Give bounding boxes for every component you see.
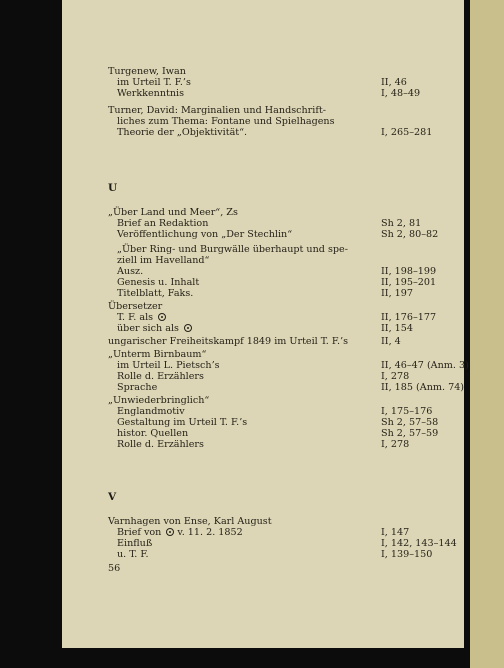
entry-text: T. F. als [117,312,166,324]
entry-text: „Unwiederbringlich“ [108,395,210,406]
entry-text: Brief von v. 11. 2. 1852 [117,527,243,538]
page-reference: I, 265–281 [381,127,433,138]
index-entry [108,229,464,241]
circled-dot-icon [158,313,166,321]
entry-text: Rolle d. Erzählers [117,439,204,450]
entry-text: Rolle d. Erzählers [117,371,204,382]
page-reference: II, 4 [381,336,401,347]
section-letter-u: U [108,182,118,194]
page-reference: I, 175–176 [381,406,433,417]
entry-text: im Urteil T. F.’s [117,77,191,88]
page-reference: I, 278 [381,371,410,382]
entry-text: Englandmotiv [117,406,185,417]
entry-text: ziell im Havelland“ [117,255,210,266]
entry-text: Brief an Redaktion [117,218,209,229]
entry-text: u. T. F. [117,549,149,560]
page-reference: II, 46–47 (Anm. 3) [381,360,469,371]
entry-text: Genesis u. Inhalt [117,277,200,288]
entry-text: Einfluß [117,538,153,549]
entry-text: Übersetzer [108,301,163,312]
entry-text: Werkkenntnis [117,88,185,99]
page-number: 56 [108,563,121,574]
entry-text: Turner, David: Marginalien und Handschrift- [108,105,326,116]
page-reference: I, 142, 143–144 [381,538,457,549]
index-entry [108,127,464,139]
entry-text: Varnhagen von Ense, Karl August [108,516,272,527]
entry-text: Titelblatt, Faks. [117,288,194,299]
page-reference: II, 154 [381,323,413,334]
index-entry [108,288,464,300]
index-entry [108,88,464,100]
page-reference: II, 46 [381,77,407,88]
page-reference: II, 176–177 [381,312,437,323]
page-reference: II, 197 [381,288,413,299]
page-reference: I, 147 [381,527,410,538]
entry-text: „Über Ring- und Burgwälle überhaupt und spe- [117,244,348,255]
entry-text: „Über Land und Meer“, Zs [108,207,238,218]
page-reference: I, 278 [381,439,410,450]
section-letter-v: V [108,491,117,503]
page-reference: Sh 2, 81 [381,218,422,229]
page-reference: Sh 2, 80–82 [381,229,439,240]
page-reference: II, 195–201 [381,277,437,288]
book-page [62,0,469,648]
page-reference: Sh 2, 57–59 [381,428,439,439]
page-reference: Sh 2, 57–58 [381,417,439,428]
entry-text: histor. Quellen [117,428,189,439]
entry-text: im Urteil L. Pietsch’s [117,360,220,371]
entry-text: Theorie der „Objektivität“. [117,127,248,138]
page-reference: II, 198–199 [381,266,437,277]
circled-dot-icon [184,324,192,332]
page-reference: I, 48–49 [381,88,421,99]
next-page-edge [470,0,504,668]
index-entry [108,549,464,561]
entry-text: liches zum Thema: Fontane und Spielhagens [117,116,335,127]
index-entry [108,439,464,451]
index-entry [108,323,464,335]
entry-suffix: v. 11. 2. 1852 [174,527,243,538]
entry-text: Ausz. [117,266,144,277]
page-reference: I, 139–150 [381,549,433,560]
entry-text: Gestaltung im Urteil T. F.’s [117,417,248,428]
entry-text: über sich als [117,323,192,335]
index-entry [108,382,464,394]
index-entry [108,336,464,348]
entry-text: „Unterm Birnbaum“ [108,349,207,360]
entry-text: Turgenew, Iwan [108,66,186,77]
entry-text: Veröffentlichung von „Der Stechlin“ [117,229,293,240]
entry-text: ungarischer Freiheitskampf 1849 im Urteil T. F.’s [108,336,349,347]
entry-text: Sprache [117,382,158,393]
page-reference: II, 185 (Anm. 74) [381,382,465,393]
